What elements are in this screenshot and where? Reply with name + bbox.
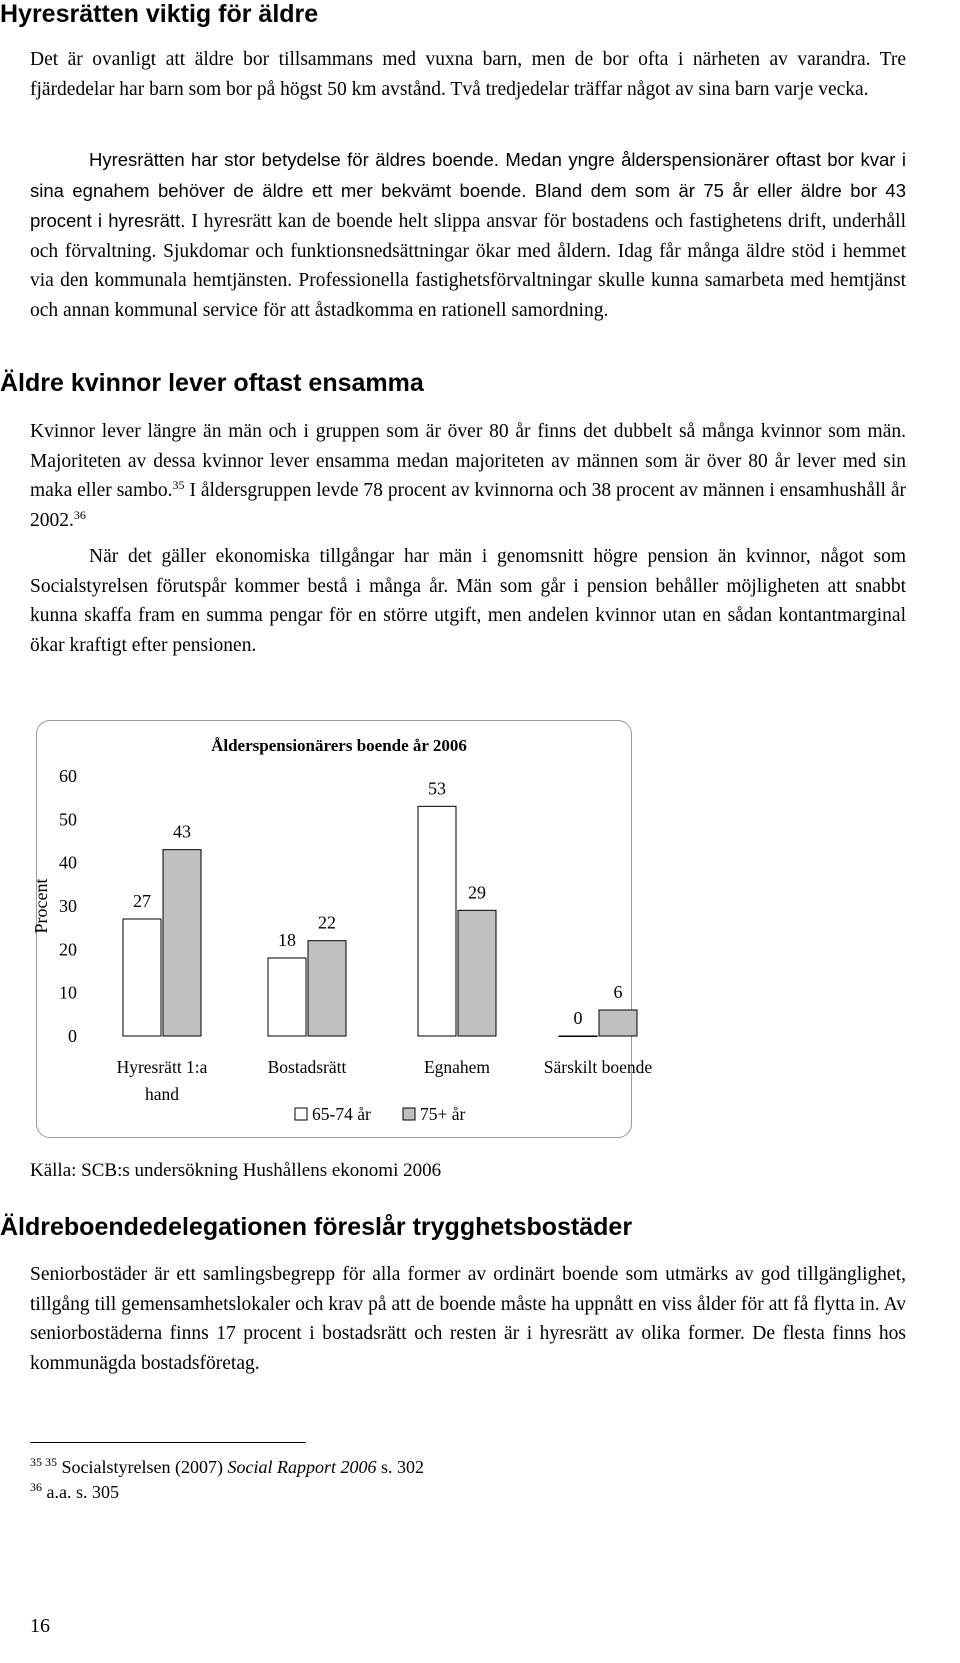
category-label: Bostadsrätt <box>267 1057 347 1077</box>
category-label: Egnahem <box>423 1057 491 1077</box>
y-tick-label: 50 <box>59 809 77 830</box>
section-heading-trygghetsbostader: Äldreboendedelegationen föreslår trygghetsbostäder <box>0 1213 633 1241</box>
footnote-ref-35[interactable]: 35 <box>172 478 185 492</box>
footnote-35-page: s. 302 <box>376 1457 424 1477</box>
bar <box>123 919 161 1036</box>
chart-title: Ålderspensionärers boende år 2006 <box>211 736 467 755</box>
footnote-36 <box>30 1482 119 1503</box>
chart-frame <box>31 720 653 1138</box>
bar <box>308 941 346 1036</box>
legend-label: 65-74 år <box>312 1104 371 1124</box>
chart-source: Källa: SCB:s undersökning Hushållens ekonomi 2006 <box>30 1160 442 1181</box>
paragraph-hyresratt-betydelse <box>30 145 906 325</box>
legend-swatch <box>403 1108 415 1120</box>
bar <box>559 1036 597 1037</box>
footnote-separator <box>30 1442 306 1443</box>
bar <box>268 958 306 1036</box>
y-tick-label: 0 <box>68 1026 77 1046</box>
category-label: Särskilt boende <box>543 1057 653 1077</box>
footnote-35-marks: 35 35 <box>30 1455 57 1469</box>
paragraph-kvinnor-ensamma <box>30 417 906 535</box>
footnote-36-text: a.a. s. 305 <box>46 1482 119 1502</box>
paragraph-seniorbostader: Seniorbostäder är ett samlingsbegrepp för alla former av ordinärt boende som utmärks av god tillgänglighet, tillgång till gemensamhetslokaler och krav på att de boende måste ha uppnått en viss ålder för att få flytta in. Av seniorbostäderna finns 17 procent i bostadsrätt och resten är i hyresrätt av olika former. De flesta finns hos kommunägda bostadsföretag. <box>30 1264 906 1374</box>
section-heading-aldre-kvinnor: Äldre kvinnor lever oftast ensamma <box>0 369 424 397</box>
paragraph-text-a: Kvinnor lever längre än män och i gruppen som är över 80 år finns det dubbelt så många kvinnor som män. Majoriteten av dessa kvinnor lever ensamma medan majoriteten av männen som är över 80 år lever med sin maka eller sambo. <box>30 421 906 501</box>
data-label: 22 <box>318 912 336 933</box>
bar <box>599 1010 637 1036</box>
paragraph-text: När det gäller ekonomiska tillgångar har män i genomsnitt högre pension än kvinnor, något som Socialstyrelsen förutspår kommer bestå i många år. Män som går i pension behåller möjligheten att snabbt kunna skaffa fram en summa pengar för en större utgift, men andelen kvinnor utan en sådan kontantmarginal ökar kraftigt efter pensionen. <box>30 546 906 656</box>
y-tick-label: 10 <box>59 982 77 1003</box>
data-label: 18 <box>278 930 296 950</box>
page-number: 16 <box>30 1615 50 1637</box>
footnote-36-mark: 36 <box>30 1480 42 1494</box>
data-label: 6 <box>613 982 623 1002</box>
bar <box>163 850 201 1036</box>
data-label: 0 <box>573 1008 583 1028</box>
bar <box>458 910 496 1036</box>
y-tick-label: 30 <box>59 896 77 916</box>
paragraph-serif-run: I hyresrätt kan de boende helt slippa ansvar för bostadens och fastighetens drift, underhåll och förvaltning. Sjukdomar och funktionsnedsättningar ökar med åldern. Idag får många äldre stöd i hemmet via den kommunala hemtjänsten. Professionella fastighetsförvaltningar skulle kunna samarbeta med hemtjänst och annan kommunal service för att åstadkomma en rationell samordning. <box>30 211 906 321</box>
bar <box>418 806 456 1036</box>
bar-chart <box>31 721 653 1139</box>
data-label: 29 <box>468 882 486 903</box>
y-tick-label: 20 <box>59 939 77 960</box>
paragraph-ekonomiska-tillgangar <box>30 542 906 660</box>
paragraph-intro: Det är ovanligt att äldre bor tillsammans med vuxna barn, men de bor ofta i närheten av varandra. Tre fjärdedelar har barn som bor på högst 50 km avstånd. Två tredjedelar träffar något av sina barn varje vecka. <box>30 49 906 100</box>
data-label: 43 <box>173 821 191 842</box>
category-label: Hyresrätt 1:a <box>116 1057 208 1077</box>
footnote-ref-36[interactable]: 36 <box>73 507 86 522</box>
y-tick-label: 60 <box>59 766 77 786</box>
paragraph-text-b: I åldersgruppen levde 78 procent av kvinnorna och 38 procent av männen i ensamhushåll år 2002. <box>30 480 906 531</box>
category-label: hand <box>144 1084 180 1104</box>
paragraph-sans-run: Hyresrätten har stor betydelse för äldres boende. Medan yngre ålderspensionärer oftast bor kvar i sina egnahem behöver de äldre ett mer bekvämt boende. Bland dem som är 75 år eller äldre bor 43 procent i hyresrätt. <box>30 149 906 231</box>
section-heading-hyresratten: Hyresrätten viktig för äldre <box>0 0 319 28</box>
footnote-35-text: Socialstyrelsen (2007) <box>61 1457 228 1477</box>
y-tick-label: 40 <box>59 852 77 873</box>
footnote-35 <box>30 1457 424 1478</box>
footnote-35-title: Social Rapport 2006 <box>227 1457 377 1477</box>
data-label: 53 <box>428 778 446 799</box>
legend-label: 75+ år <box>420 1104 466 1124</box>
y-axis-label: Procent <box>31 878 51 934</box>
data-label: 27 <box>133 891 151 911</box>
legend-swatch <box>295 1108 307 1120</box>
